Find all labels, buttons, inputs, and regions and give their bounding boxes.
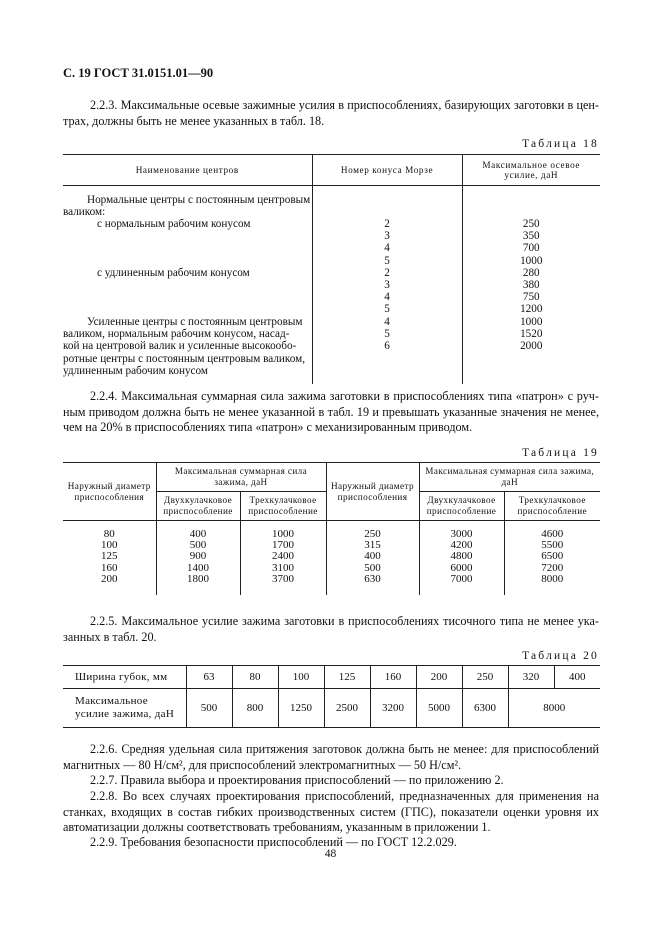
table-18-force-column (462, 186, 600, 385)
force-value: 1000 (520, 254, 543, 267)
name-line (63, 279, 312, 291)
force-value: 350 (522, 230, 540, 243)
cell-value: 200 (101, 572, 118, 585)
table-20-force-value: 6300 (462, 689, 508, 728)
force-value: 700 (522, 242, 540, 255)
table-19 (63, 462, 600, 595)
cell-value: 3700 (272, 572, 294, 585)
table-19-three-left (240, 521, 326, 596)
table-20-force-value: 8000 (508, 689, 600, 728)
paragraph-line: магнитных — 80 Н/см², для приспособлений электромагнитных — 50 Н/см². (63, 757, 462, 772)
cell-value: 7200 (541, 561, 564, 574)
morse-value: 2 (384, 266, 390, 279)
force-value: 250 (522, 218, 540, 230)
paragraph-2-2-7 (63, 773, 599, 789)
force-value: 1200 (520, 303, 543, 316)
page-header: С. 19 ГОСТ 31.0151.01—90 (63, 66, 214, 80)
name-line: ротные центры с постоянным центровым валиком, (63, 352, 306, 365)
cell-value: 5500 (541, 539, 564, 552)
table-20-width-value: 250 (462, 666, 508, 689)
table-18 (63, 154, 600, 384)
paragraph-line: 2.2.9. Требования безопасности приспособлений — по ГОСТ 12.2.029. (90, 835, 457, 849)
cell-value: 4200 (450, 539, 473, 552)
name-line: Нормальные центры с постоянным центровым (87, 194, 311, 206)
table-20-force-value: 800 (232, 689, 278, 728)
morse-value: 4 (384, 315, 390, 328)
table-19-header-two-jaw-right: Двухкулачковое приспособление (419, 492, 504, 521)
table-20-force-value: 3200 (370, 689, 416, 728)
name-line: с нормальным рабочим конусом (97, 218, 251, 231)
paragraph-2-2-8 (63, 789, 599, 836)
cell-value: 8000 (541, 572, 564, 585)
paragraph-2-2-6 (63, 742, 599, 773)
morse-value: 6 (384, 339, 390, 352)
table-20-force-value: 5000 (416, 689, 462, 728)
table-18-names (63, 186, 312, 385)
force-value: 2000 (520, 339, 543, 352)
table-18-caption: Таблица 18 (522, 138, 599, 150)
cell-value: 400 (189, 528, 207, 540)
table-20-force-value: 1250 (278, 689, 324, 728)
table-20-force-value: 2500 (324, 689, 370, 728)
cell-value: 1400 (187, 561, 209, 574)
cell-value: 1000 (272, 528, 294, 540)
table-19-header-force-right: Максимальная суммарная сила зажима, даН (419, 463, 600, 492)
name-line (63, 304, 312, 316)
paragraph-line: ным приводом должна быть не менее указанной в табл. 19 и превышать указанные значения не менее, (63, 404, 599, 419)
table-19-header-force-left: Максимальная суммарная сила зажима, даН (156, 463, 326, 492)
name-line: валиком: (63, 206, 106, 219)
paragraph-2-2-3 (63, 98, 599, 129)
morse-value: 2 (384, 218, 390, 230)
cell-value: 630 (364, 572, 381, 585)
table-19-diam-right (326, 521, 419, 596)
cell-value: 4600 (541, 528, 564, 540)
cell-value: 2400 (272, 550, 294, 563)
paragraph-line: станках, входящих в состав гибких производственных систем (ГПС), показатели оценки уровня их (63, 804, 599, 819)
cell-value: 400 (364, 550, 381, 563)
table-20-force-value: 500 (186, 689, 232, 728)
name-line: валиком, нормальным рабочим конусом, насад- (63, 328, 290, 341)
name-line: кой на центровой валик и усиленные высокообо- (63, 340, 297, 353)
table-18-header-morse: Номер конуса Морзе (312, 155, 462, 186)
name-line (63, 231, 312, 243)
paragraph-2-2-4 (63, 389, 599, 436)
paragraph-line: трах, должны быть не менее указанных в табл. 18. (63, 113, 325, 128)
cell-value: 100 (101, 539, 118, 552)
morse-value: 5 (384, 303, 390, 316)
cell-value: 7000 (450, 572, 473, 585)
paragraph-line: чем на 20% в приспособлениях типа «патрон» с механизированным приводом. (63, 420, 473, 434)
table-18-header-force: Максимальное осевое усилие, даН (462, 155, 600, 186)
name-line (63, 255, 312, 267)
paragraph-line: 2.2.3. Максимальные осевые зажимные усилия в приспособлениях, базирующих заготовки в цен- (90, 98, 599, 112)
paragraph-line: занных в табл. 20. (63, 629, 157, 644)
table-19-header-diameter-left: Наружный диаметр приспособления (63, 463, 156, 521)
name-line: Усиленные центры с постоянным центровым (87, 316, 303, 329)
cell-value: 1700 (272, 539, 294, 552)
table-20-width-value: 100 (278, 666, 324, 689)
paragraph-2-2-5 (63, 614, 599, 645)
morse-value: 4 (384, 291, 390, 304)
table-19-two-left (156, 521, 240, 596)
table-19-header-two-jaw-left: Двухкулачковое приспособление (156, 492, 240, 521)
cell-value: 3100 (272, 561, 294, 574)
paragraph-line: 2.2.7. Правила выбора и проектирования приспособлений — по приложению 2. (90, 773, 504, 787)
cell-value: 4800 (450, 550, 473, 563)
table-20-width-value: 80 (232, 666, 278, 689)
table-20-width-value: 125 (324, 666, 370, 689)
name-line: удлиненным рабочим конусом (63, 364, 208, 377)
morse-value: 3 (384, 278, 390, 291)
paragraph-line: 2.2.4. Максимальная суммарная сила зажима заготовки в приспособлениях типа «патрон» с руч- (90, 389, 599, 403)
table-20-width-value: 63 (186, 666, 232, 689)
cell-value: 3000 (450, 528, 473, 540)
table-20-width-value: 160 (370, 666, 416, 689)
cell-value: 500 (189, 539, 207, 552)
name-line: с удлиненным рабочим конусом (97, 267, 250, 280)
table-20-width-value: 200 (416, 666, 462, 689)
table-20-width-label: Ширина губок, мм (63, 666, 186, 689)
name-line (63, 292, 312, 304)
paragraph-line: 2.2.5. Максимальное усилие зажима заготовки в приспособлениях тисочного типа не менее ука- (90, 614, 599, 628)
paragraph-line: 2.2.6. Средняя удельная сила притяжения заготовок должна быть не менее: для приспособлений (90, 742, 599, 756)
cell-value: 250 (364, 528, 381, 540)
paragraph-line: 2.2.8. Во всех случаях проектирования приспособлений, предназначенных для применения на (90, 789, 599, 803)
morse-value: 5 (384, 254, 390, 267)
table-19-header-diameter-right: Наружный диаметр приспособления (326, 463, 419, 521)
force-value: 1520 (520, 327, 543, 340)
cell-value: 6500 (541, 550, 564, 563)
cell-value: 900 (189, 550, 207, 563)
paragraph-line: автоматизации должны соответствовать требованиям, указанным в приложении 1. (63, 820, 491, 834)
table-19-header-three-jaw-left: Трехкулачковое приспособление (240, 492, 326, 521)
morse-value: 5 (384, 327, 390, 340)
table-18-header-name: Наименование центров (63, 155, 312, 186)
table-19-diam-left (63, 521, 156, 596)
cell-value: 125 (101, 550, 118, 563)
table-19-caption: Таблица 19 (522, 447, 599, 459)
cell-value: 1800 (187, 572, 209, 585)
cell-value: 6000 (450, 561, 473, 574)
table-20-width-value: 400 (554, 666, 600, 689)
table-20-caption: Таблица 20 (522, 650, 599, 662)
name-line (63, 243, 312, 255)
morse-value: 3 (384, 230, 390, 243)
force-value: 280 (522, 266, 540, 279)
table-20-force-label: Максимальное усилие зажима, даН (63, 689, 186, 728)
table-19-header-three-jaw-right: Трехкулачковое приспособление (504, 492, 600, 521)
cell-value: 160 (101, 561, 118, 574)
table-18-morse-column (312, 186, 462, 385)
force-value: 750 (522, 291, 540, 304)
cell-value: 80 (103, 528, 115, 540)
force-value: 1000 (520, 315, 543, 328)
table-19-three-right (504, 521, 600, 596)
table-20 (63, 665, 600, 728)
page-number: 48 (324, 848, 337, 860)
cell-value: 500 (364, 561, 381, 574)
force-value: 380 (522, 278, 540, 291)
morse-value: 4 (384, 242, 390, 255)
table-19-two-right (419, 521, 504, 596)
table-20-width-value: 320 (508, 666, 554, 689)
cell-value: 315 (364, 539, 381, 552)
